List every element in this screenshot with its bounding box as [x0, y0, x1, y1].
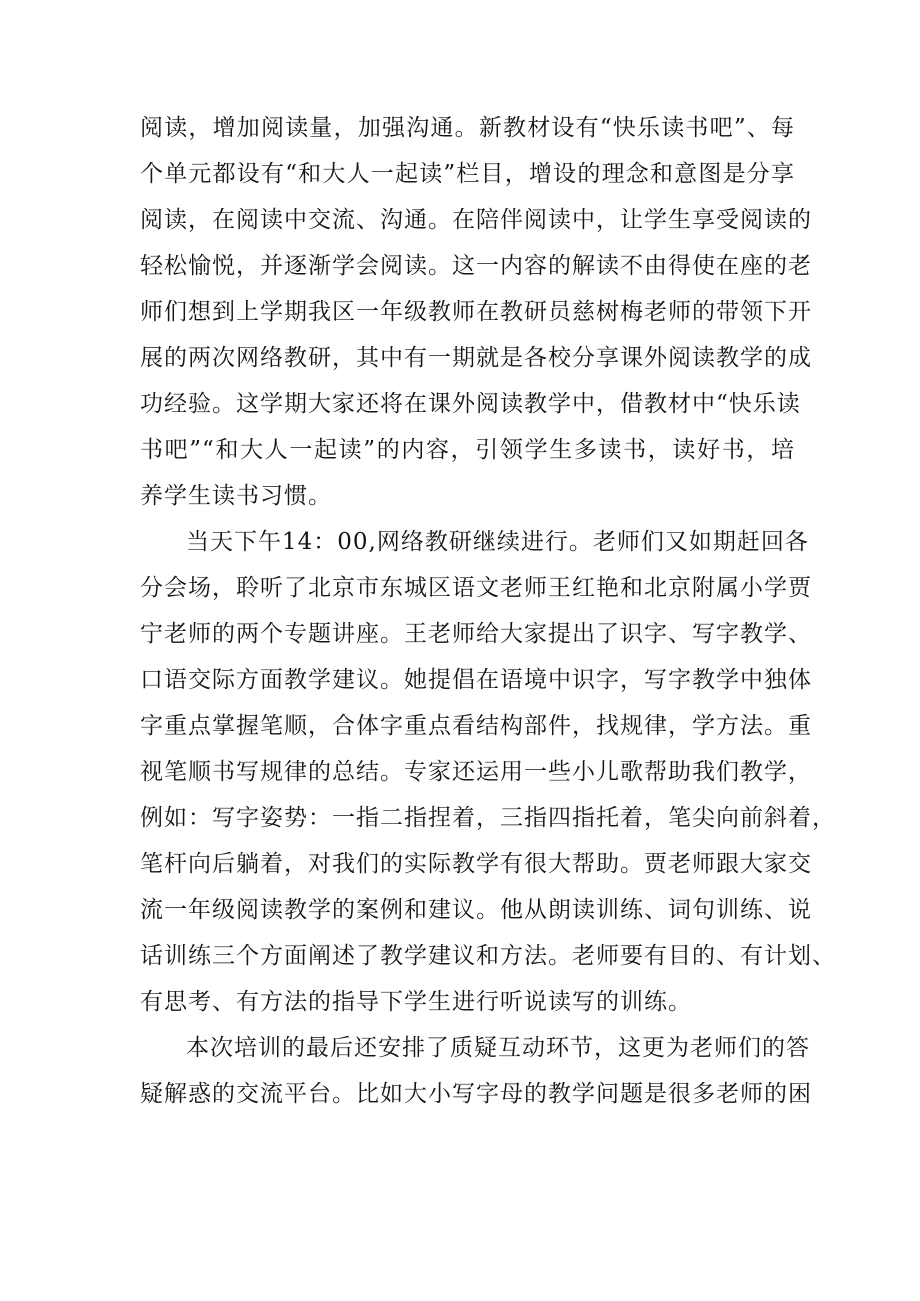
text-line: 例如：写字姿势：一指二指捏着，三指四指托着，笔尖向前斜着， — [140, 805, 836, 831]
text-line: 话训练三个方面阐述了教学建议和方法。老师要有目的、有计划、 — [140, 943, 836, 969]
text-line: 本次培训的最后还安排了质疑互动环节，这更为老师们的答 — [186, 1035, 810, 1061]
text-line: 书吧”“和大人一起读”的内容，引领学生多读书，读好书，培 — [140, 437, 795, 463]
text-line: 阅读，增加阅读量，加强沟通。新教材设有“快乐读书吧”、每 — [140, 115, 795, 141]
document-body — [140, 105, 836, 1117]
text-line: 个单元都设有“和大人一起读”栏目，增设的理念和意图是分享 — [140, 161, 795, 187]
text-line: 宁老师的两个专题讲座。王老师给大家提出了识字、写字教学、 — [140, 621, 812, 647]
text-line: 师们想到上学期我区一年级教师在教研员慈树梅老师的带领下开 — [140, 299, 812, 325]
text-line: 展的两次网络教研，其中有一期就是各校分享课外阅读教学的成 — [140, 345, 812, 371]
text-line: 当天下午14：00,网络教研继续进行。老师们又如期赶回各 — [186, 529, 809, 555]
text-line: 功经验。这学期大家还将在课外阅读教学中，借教材中“快乐读 — [140, 391, 801, 417]
text-line: 养学生读书习惯。 — [140, 483, 332, 509]
text-line: 字重点掌握笔顺，合体字重点看结构部件，找规律，学方法。重 — [140, 713, 812, 739]
text-line: 视笔顺书写规律的总结。专家还运用一些小儿歌帮助我们教学， — [140, 759, 812, 785]
text-line: 分会场，聆听了北京市东城区语文老师王红艳和北京附属小学贾 — [140, 575, 812, 601]
text-line: 疑解惑的交流平台。比如大小写字母的教学问题是很多老师的困 — [140, 1081, 812, 1107]
text-line: 口语交际方面教学建议。她提倡在语境中识字，写字教学中独体 — [140, 667, 812, 693]
paragraph-2 — [140, 519, 836, 1025]
text-line: 阅读，在阅读中交流、沟通。在陪伴阅读中，让学生享受阅读的 — [140, 207, 812, 233]
text-line: 有思考、有方法的指导下学生进行听说读写的训练。 — [140, 989, 692, 1015]
text-line: 笔杆向后躺着，对我们的实际教学有很大帮助。贾老师跟大家交 — [140, 851, 812, 877]
text-line: 轻松愉悦，并逐渐学会阅读。这一内容的解读不由得使在座的老 — [140, 253, 812, 279]
paragraph-3 — [140, 1025, 812, 1117]
text-line: 流一年级阅读教学的案例和建议。他从朗读训练、词句训练、说 — [140, 897, 812, 923]
paragraph-1 — [140, 105, 812, 519]
